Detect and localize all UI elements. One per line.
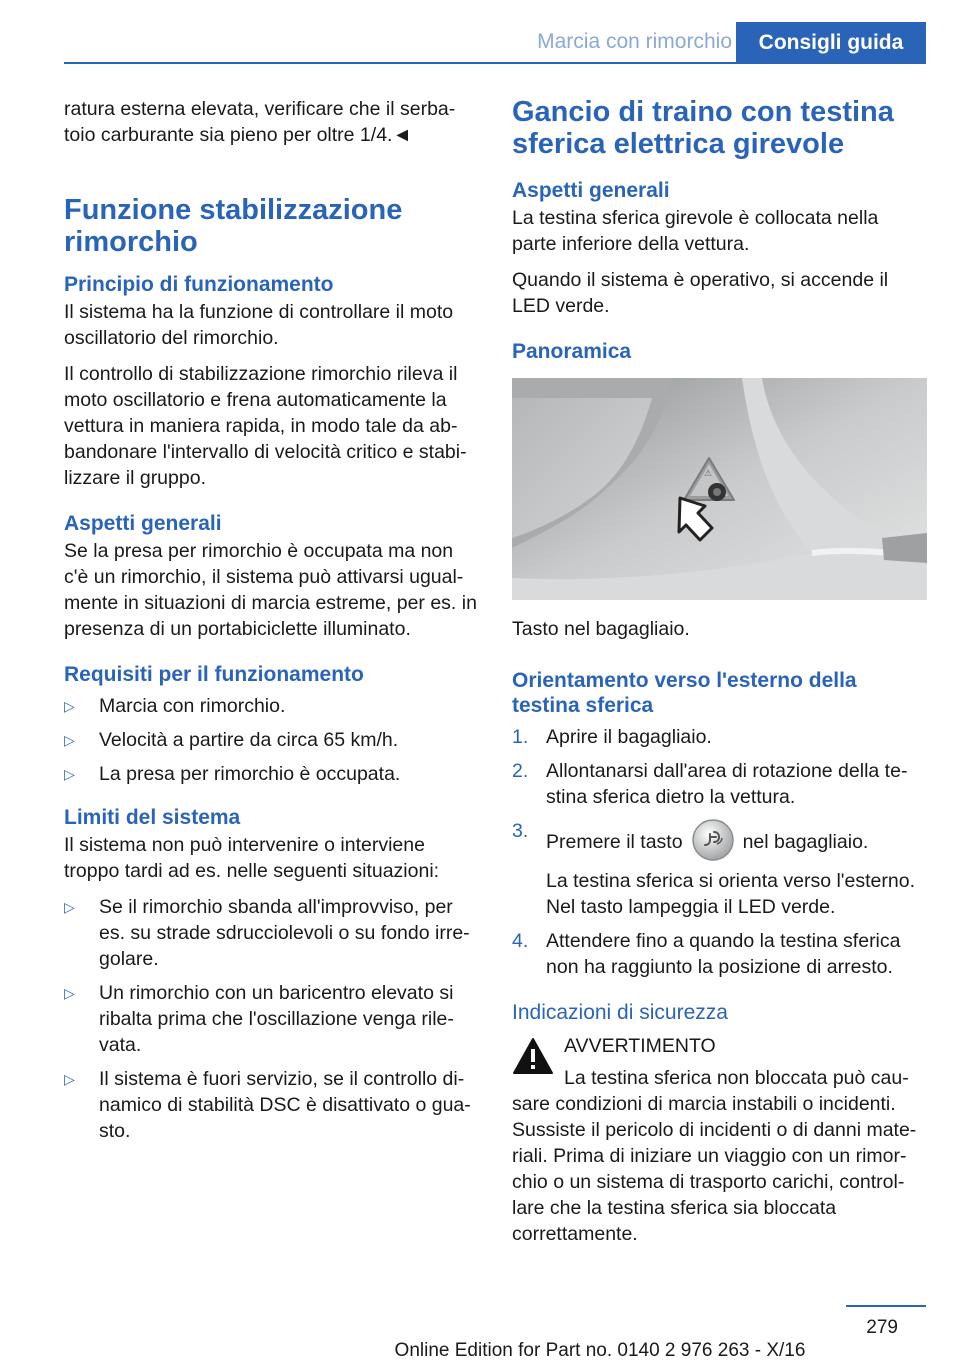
title-stabilization: Funzione stabilizzazione rimorchio — [64, 194, 403, 258]
list-item: ▷ Se il rimorchio sbanda all'improvviso, per es. su strade sdrucciolevoli o su fondo irre-golare. — [64, 896, 470, 970]
heading-requirements: Requisiti per il funzionamento — [64, 663, 364, 686]
heading-safety: Indicazioni di sicurezza — [512, 1001, 728, 1024]
trunk-button-illustration — [512, 378, 927, 600]
intro-text: ratura esterna elevata, verificare che il serba-toio carburante sia pieno per oltre 1/4.◄ — [64, 98, 456, 146]
warning-label: AVVERTIMENTO — [564, 1035, 716, 1057]
principle-paragraph-1: Il sistema ha la funzione di controllare il moto oscillatorio del rimorchio. — [64, 301, 454, 349]
footer-rule — [846, 1305, 926, 1307]
heading-principle: Principio di funzionamento — [64, 273, 334, 296]
heading-overview: Panoramica — [512, 340, 632, 363]
list-item: 3. Premere il tasto nel bagagliaio. La testina sferica si orienta verso l'esterno. Nel tasto lampeggia il LED verde. — [512, 820, 915, 918]
heading-general-right: Aspetti generali — [512, 179, 670, 202]
list-item: ▷ Velocità a partire da circa 65 km/h. — [64, 729, 399, 751]
heading-outward: Orientamento verso l'esterno della testina sferica — [512, 669, 857, 717]
general-paragraph: Se la presa per rimorchio è occupata ma non c'è un rimorchio, il sistema può attivarsi ugual-mente in situazioni di marcia estreme, per es. in presenza di un portabiciclette illuminato. — [64, 540, 477, 640]
list-item: ▷ Un rimorchio con un baricentro elevato si ribalta prima che l'oscillazione venga rile-vata. — [64, 982, 454, 1056]
header-rule — [64, 62, 926, 64]
list-item: 2. Allontanarsi dall'area di rotazione della te-stina sferica dietro la vettura. — [512, 760, 908, 808]
bullet-marker: ▷ — [64, 899, 75, 915]
steps-list — [512, 724, 927, 980]
warning-box — [512, 1033, 927, 1247]
list-item: ▷ Marcia con rimorchio. — [64, 695, 286, 717]
right-column — [512, 96, 927, 1247]
page-number: 279 — [866, 1317, 898, 1338]
heading-general: Aspetti generali — [64, 512, 222, 535]
bullet-marker: ▷ — [64, 1071, 75, 1087]
figure-caption: Tasto nel bagagliaio. — [512, 618, 690, 640]
requirements-list — [64, 693, 479, 787]
list-item: 1. Aprire il bagagliaio. — [512, 726, 712, 748]
bullet-marker: ▷ — [64, 698, 75, 714]
title-towbar: Gancio di traino con testina sferica elettrica girevole — [512, 96, 894, 160]
bullet-marker: ▷ — [64, 766, 75, 782]
list-item: ▷ La presa per rimorchio è occupata. — [64, 763, 401, 785]
general-paragraph-2: Quando il sistema è operativo, si accende il LED verde. — [512, 269, 889, 317]
limits-paragraph: Il sistema non può intervenire o interviene troppo tardi ad es. nelle seguenti situazioni: — [64, 834, 440, 882]
bullet-marker: ▷ — [64, 732, 75, 748]
principle-paragraph-2: Il controllo di stabilizzazione rimorchio rileva il moto oscillatorio e frena automaticamente la vettura in maniera rapida, in modo tale da ab-bandonare l'intervallo di velocità critico e stabi-lizzare il gruppo. — [64, 363, 467, 489]
heading-limits: Limiti del sistema — [64, 806, 241, 829]
warning-lead: La testina sferica non bloccata può cau- — [564, 1067, 909, 1089]
limits-list — [64, 894, 479, 1144]
list-item: 4. Attendere fino a quando la testina sferica non ha raggiunto la posizione di arresto. — [512, 930, 901, 978]
warning-text: sare condizioni di marcia instabili o incidenti. Sussiste il pericolo di incidenti o di danni mate-riali. Prima di iniziare un viaggio con un rimor-chio o un sistema di trasporto carichi, control-lare che la testina sferica sia bloccata correttamente. — [512, 1093, 917, 1245]
bullet-marker: ▷ — [64, 985, 75, 1001]
edition-note: Online Edition for Part no. 0140 2 976 263 - X/16 — [394, 1340, 806, 1361]
list-item: ▷ Il sistema è fuori servizio, se il controllo di-namico di stabilità DSC è disattivato o gua-sto. — [64, 1068, 471, 1142]
warning-triangle-icon — [512, 1037, 554, 1075]
svg-text:⚠: ⚠ — [704, 469, 713, 479]
towbar-button-icon — [691, 818, 735, 862]
running-header-section: Marcia con rimorchio — [537, 30, 732, 53]
left-column — [64, 96, 479, 1156]
general-paragraph-1: La testina sferica girevole è collocata nella parte inferiore della vettura. — [512, 207, 879, 255]
running-header-chapter: Consigli guida — [736, 22, 926, 64]
